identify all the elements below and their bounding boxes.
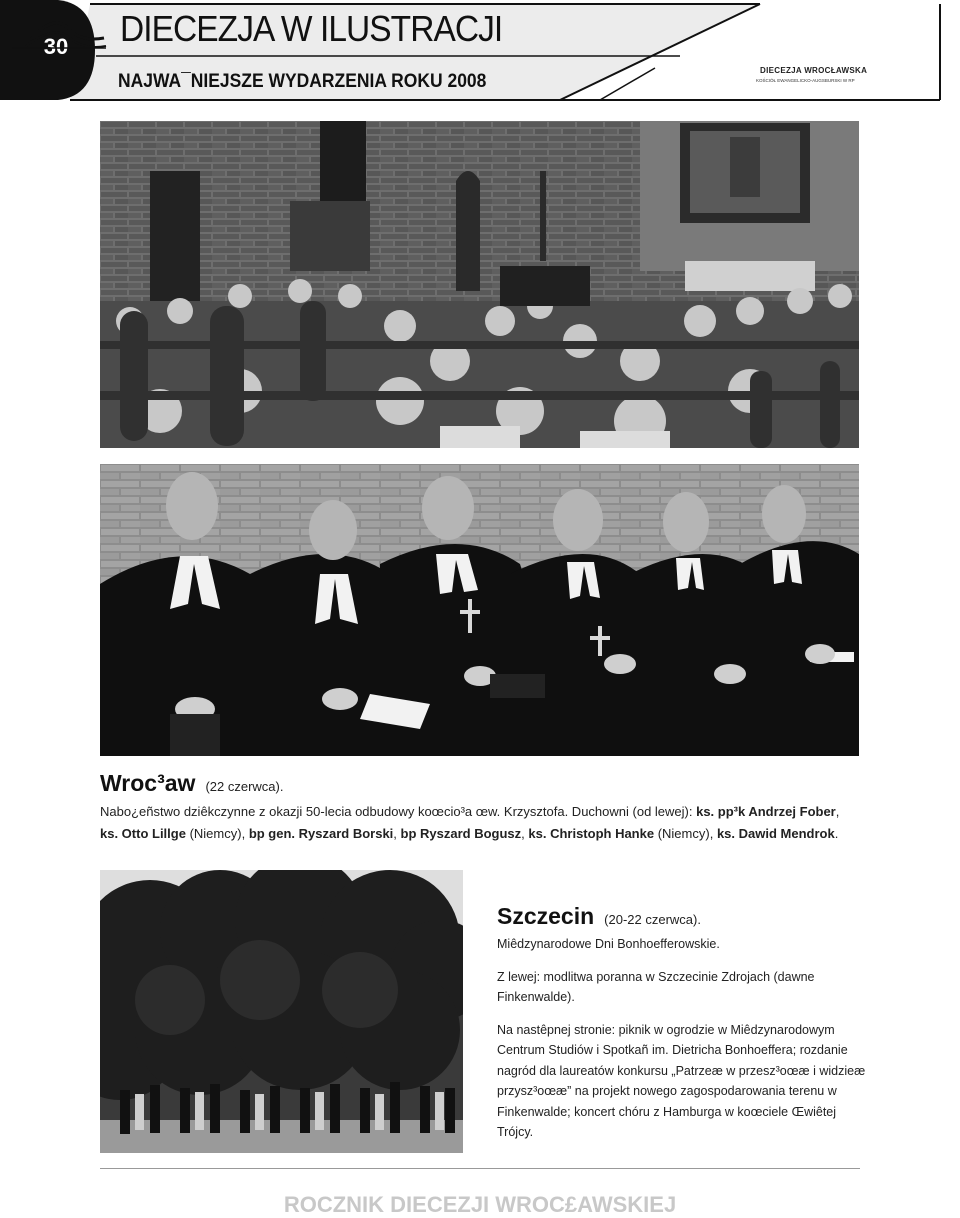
clergy-separator: , bbox=[835, 804, 840, 819]
clergy-name: ks. Dawid Mendrok bbox=[716, 826, 835, 841]
clergy-name: ks. Christoph Hanke bbox=[528, 826, 655, 841]
section-title: DIECEZJA W ILUSTRACJI bbox=[120, 8, 503, 49]
logo-text: DIECEZJA WROCŁAWSKA bbox=[760, 66, 868, 75]
szczecin-photo-note: Z lewej: modlitwa poranna w Szczecinie Zdrojach (dawne Finkenwalde). bbox=[497, 969, 815, 1004]
section-subtitle: NAJWA¯NIEJSZE WYDARZENIA ROKU 2008 bbox=[118, 71, 487, 92]
szczecin-location: Szczecin bbox=[497, 903, 595, 929]
wroclaw-location: Wroc³aw bbox=[100, 770, 196, 796]
clergy-photo bbox=[100, 464, 859, 756]
clergy-name: ks. pp³k Andrzej Fober bbox=[696, 804, 836, 819]
page-header bbox=[0, 0, 960, 102]
clergy-name: bp gen. Ryszard Borski bbox=[248, 826, 394, 841]
szczecin-next-page-note: Na nastêpnej stronie: piknik w ogrodzie w Miêdzynarodowym Centrum Studiów i Spotkañ im. Dietricha Bonhoeffera; rozdanie nagród dla laureatów konkursu „Patrzeæ w przesz³oœæ i widzieæ przysz³oœæ” na projekt nowego zagospodarowania terenu w Finkenwalde; koncert chóru z Hamburga w koœciele Œwiêtej Trójcy. bbox=[497, 1022, 866, 1139]
clergy-separator: (Niemcy), bbox=[185, 826, 249, 841]
wroclaw-description-intro: Nabo¿eñstwo dziêkczynne z okazji 50-lecia odbudowy koœcio³a œw. Krzysztofa. Duchowni (od lewej): bbox=[100, 804, 697, 819]
diocese-logo bbox=[0, 0, 110, 72]
footer-title: ROCZNIK DIECEZJI WROC£AWSKIEJ bbox=[283, 1192, 677, 1217]
church-interior-photo bbox=[100, 121, 859, 448]
szczecin-event-name: Miêdzynarodowe Dni Bonhoefferowskie. bbox=[497, 937, 720, 951]
clergy-separator: , bbox=[393, 826, 401, 841]
szczecin-caption bbox=[497, 903, 867, 1155]
morning-prayer-photo bbox=[100, 870, 463, 1153]
clergy-separator: , bbox=[521, 826, 529, 841]
logo-subtext: KOŚCIÓŁ EWANGELICKO-AUGSBURSKI W RP bbox=[756, 78, 855, 83]
clergy-name: bp Ryszard Bogusz bbox=[400, 826, 522, 841]
wroclaw-caption bbox=[100, 770, 860, 845]
footer-divider bbox=[100, 1168, 860, 1169]
wroclaw-description bbox=[100, 801, 860, 845]
szczecin-description bbox=[497, 934, 867, 1143]
page-number: 30 bbox=[43, 34, 69, 59]
clergy-separator: . bbox=[834, 826, 839, 841]
szczecin-date: (20-22 czerwca). bbox=[604, 912, 701, 927]
wroclaw-date: (22 czerwca). bbox=[205, 779, 284, 794]
clergy-separator: (Niemcy), bbox=[654, 826, 717, 841]
clergy-name: ks. Otto Lillge bbox=[100, 826, 186, 841]
